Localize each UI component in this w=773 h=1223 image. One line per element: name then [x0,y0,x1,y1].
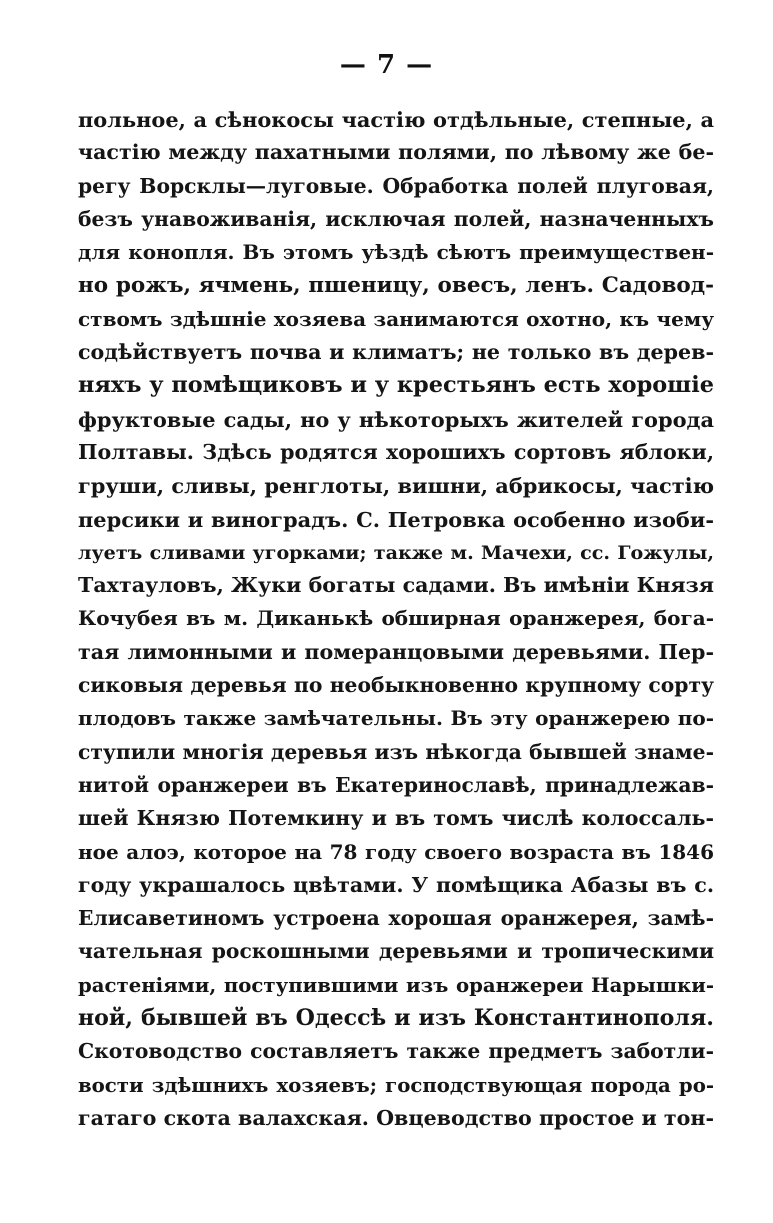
text-line: ное алоэ, которое на 78 году своего возраста въ 1846 [78,839,714,864]
text-line: плодовъ также замѣчательны. Въ эту оранжерею по- [78,706,714,731]
text-line: вости здѣшнихъ хозяевъ; господствующая порода ро- [78,1073,714,1097]
text-line: Скотоводство составляетъ также предметъ заботли- [78,1039,714,1064]
text-line: ступили многія деревья изъ нѣкогда бывшей знаме- [78,739,714,764]
text-line: тая лимонными и померанцовыми деревьями. Пер- [78,639,714,664]
text-line: Полтавы. Здѣсь родятся хорошихъ сортовъ яблоки, [78,439,714,464]
text-line: гатаго скота валахская. Овцеводство простое и тон- [78,1105,715,1130]
text-line: персики и виноградъ. С. Петровка особенно изоби- [78,506,714,532]
text-line: няхъ у помѣщиковъ и у крестьянъ есть хорошіе [78,372,715,399]
text-line: но рожъ, ячмень, пшеницу, овесъ, ленъ. Садовод- [78,273,714,299]
text-line: растеніями, поступившими изъ оранжереи Нарышки- [78,973,714,997]
text-line: частію между пахатными полями, по лѣвому же бе- [78,140,714,165]
text-line: регу Ворсклы—луговые. Обработка полей плуговая, [78,173,714,198]
text-line: Тахтауловъ, Жуки богаты садами. Въ имѣніи Князя [78,573,714,598]
text-line: Елисаветиномъ устроена хорошая оранжерея, замѣ- [78,906,714,931]
text-line: шей Князю Потемкину и въ томъ числѣ колоссаль- [78,806,714,831]
text-line: ствомъ здѣшніе хозяева занимаются охотно, къ чему [78,306,714,331]
text-line: сиковыя деревья по необыкновенно крупному сорту [78,673,714,698]
text-line: луетъ сливами угорками; также м. Мачехи, сс. Гожулы, [78,540,714,564]
page-number: — 7 — [339,50,434,80]
text-line: Кочубея въ м. Диканькѣ обширная оранжерея, бога- [78,606,714,631]
text-line: чательная роскошными деревьями и тропическими [78,939,714,964]
text-line: польное, а сѣнокосы частію отдѣльные, степные, а [78,107,714,132]
text-line: фруктовые сады, но у нѣкоторыхъ жителей города [78,406,714,432]
text-line: содѣйствуетъ почва и климатъ; не только въ дерев- [78,340,714,365]
body-text [78,103,714,1135]
text-line: нитой оранжереи въ Екатеринославѣ, принадлежав- [78,772,714,797]
text-line: для конопля. Въ этомъ уѣздѣ сѣютъ преимуществен- [78,240,714,265]
text-line: безъ унавоживанія, исключая полей, назначенныхъ [78,206,714,231]
text-line: году украшалось цвѣтами. У помѣщика Абазы въ с. [78,872,714,897]
text-line: груши, сливы, ренглоты, вишни, абрикосы, частію [78,473,714,499]
text-line: ной, бывшей въ Одессѣ и изъ Константинополя. [78,1005,714,1032]
